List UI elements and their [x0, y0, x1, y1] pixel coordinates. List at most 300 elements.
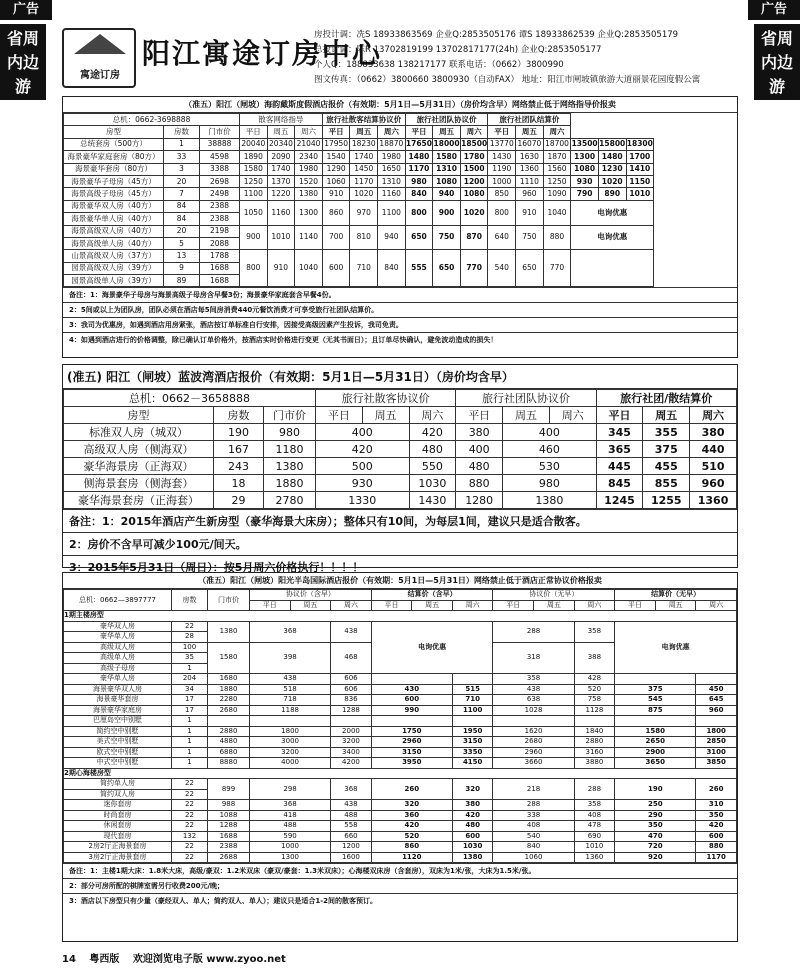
table-cell: 1620: [493, 726, 574, 737]
table-cell: 2880: [208, 726, 250, 737]
table-cell: 840: [405, 188, 433, 200]
table-cell: 720: [615, 842, 696, 853]
table-cell: 1380: [264, 458, 316, 475]
table-cell: 840: [378, 250, 406, 287]
day-header: 周六: [409, 407, 456, 424]
table-cell: 海景豪华双人房（40方）: [64, 200, 164, 212]
day-header: 周六: [460, 126, 488, 138]
table-cell: 1980: [295, 163, 323, 175]
footer-slogan: 欢迎浏览电子版 www.zyoo.net: [132, 954, 286, 965]
table-cell: 388: [574, 642, 615, 674]
table-cell: 2688: [208, 852, 250, 863]
brand-title: 阳江寓途订房中心: [142, 37, 383, 70]
table-cell: 550: [409, 458, 456, 475]
table-cell: 18230: [350, 138, 378, 150]
note: 2：5间或以上为团队房，团队必须在酒店每5间房消费440元餐饮消费才可享受旅行社团队结算价。: [63, 302, 737, 317]
table-cell: 2088: [200, 237, 240, 249]
table-cell: 1080: [571, 163, 599, 175]
table-cell: 1880: [264, 475, 316, 492]
table-cell: 710: [452, 695, 493, 706]
table-cell: 1788: [200, 250, 240, 262]
table-cell: 718: [250, 695, 331, 706]
ad-label-left: 广告: [0, 0, 52, 20]
table-cell: 836: [331, 695, 372, 706]
table-cell: 4000: [250, 758, 331, 769]
table-cell: 海景高级双人房（40方）: [64, 225, 164, 237]
table-cell: 132: [172, 831, 208, 842]
table-cell: 380: [452, 800, 493, 811]
table-cell: 1100: [240, 188, 268, 200]
table-cell: 2650: [615, 737, 696, 748]
table-cell: 600: [322, 250, 350, 287]
table-cell: 1120: [371, 852, 452, 863]
house-icon: [74, 34, 126, 54]
table-cell: 365: [596, 441, 643, 458]
table-cell: 时尚套房: [64, 810, 172, 821]
table-row: [64, 705, 737, 716]
table-cell: 简约空中别墅: [64, 726, 172, 737]
table-cell: 欧式空中别墅: [64, 747, 172, 758]
table-cell: 710: [350, 250, 378, 287]
day-header: 平日: [405, 126, 433, 138]
table-cell: 1080: [460, 188, 488, 200]
table-row: [64, 225, 737, 237]
table-cell: 375: [643, 441, 690, 458]
table-cell: 1100: [378, 200, 406, 225]
table-row: [64, 800, 737, 811]
table-cell: 638: [493, 695, 574, 706]
day-header: 周五: [516, 126, 544, 138]
table-cell: 988: [208, 800, 250, 811]
table-cell: 豪华海景房（正海双）: [64, 458, 214, 475]
day-header: 周五: [350, 126, 378, 138]
table-cell: 358: [574, 621, 615, 642]
table-row: [64, 758, 737, 769]
table-cell: 简约单人房: [64, 779, 172, 790]
side-banner-left: 省周内边游: [0, 24, 46, 100]
table-cell: 1020: [460, 200, 488, 225]
table-cell: 455: [643, 458, 690, 475]
table-cell: 850: [488, 188, 516, 200]
table-cell: 288: [493, 800, 574, 811]
price-table: [63, 113, 737, 287]
table-cell: 338: [493, 810, 574, 821]
table-cell: 910: [516, 200, 544, 225]
table-cell: 4150: [452, 758, 493, 769]
table-cell: 398: [250, 642, 331, 674]
column-group: 旅行社团队结算价: [488, 114, 571, 126]
table-cell: 545: [615, 695, 696, 706]
table-cell: 900: [240, 225, 268, 250]
table-cell: 1300: [295, 200, 323, 225]
day-header: 周六: [574, 600, 615, 611]
column-group: 旅行社团队协议价: [456, 390, 596, 407]
logo: [62, 28, 136, 88]
table-row: [64, 151, 737, 163]
table-cell: 260: [371, 779, 452, 800]
page-header: [62, 22, 738, 90]
contact-info: 房投计调：冼S 18933863569 企业Q:2853505176 谭S 18933862539 企业Q:2853505179 总投计调：陈R 13702819199 13702817177(24h) 企业Q:2853505177 个人Q：188833638 138217177 联系电话：（0662）3800990 图文传真：（0662）3800660 3800930（自动FAX） 地址：阳江市闸坡镇旅游大道丽景花园度假公寓: [314, 30, 701, 85]
table-cell: 1230: [598, 163, 626, 175]
table-cell: 20: [164, 225, 200, 237]
table-cell: 17950: [322, 138, 350, 150]
table-cell: 440: [690, 441, 737, 458]
table-cell: 1128: [574, 705, 615, 716]
note: 3：我司为优惠房，如遇到酒店用房紧张，酒店按订单标准自行安排，因接受高级因素产生投诉，我司免责。: [63, 317, 737, 332]
table-cell: 1370: [267, 175, 295, 187]
table-cell: 1288: [331, 705, 372, 716]
table-cell: 13: [164, 250, 200, 262]
table-cell: 1255: [643, 492, 690, 509]
table-cell: 1480: [598, 151, 626, 163]
table-cell: 18000: [433, 138, 461, 150]
table-cell: 1010: [267, 225, 295, 250]
enquiry-note: 电询优惠: [371, 621, 493, 674]
table-cell: 530: [503, 458, 597, 475]
switchboard: 总机：0662—3897777: [64, 590, 172, 611]
table-cell: 13770: [488, 138, 516, 150]
table-cell: [371, 674, 452, 685]
table-cell: 358: [574, 800, 615, 811]
table-cell: 山景高级双人房（37方）: [64, 250, 164, 262]
table-cell: 3房2厅正海景套房: [64, 852, 172, 863]
table-cell: 288: [493, 621, 574, 642]
table-cell: 17: [172, 705, 208, 716]
table-cell: 438: [331, 800, 372, 811]
note: 3：酒店以下房型只有少量（豪经双人、单人；简约双人、单人）；建议只是适合1-2间的散客预订。: [63, 893, 737, 908]
table-cell: 3400: [331, 747, 372, 758]
table-cell: 558: [331, 821, 372, 832]
table-cell: 1: [164, 138, 200, 150]
table-cell: 600: [371, 695, 452, 706]
column-group: 旅行社散客协议价: [316, 390, 456, 407]
table-cell: 3950: [371, 758, 452, 769]
table-cell: 488: [331, 810, 372, 821]
table-cell: 35: [172, 653, 208, 664]
table-cell: 侧海景套房（侧海套）: [64, 475, 214, 492]
edition: 粤西版: [89, 954, 120, 965]
table-row: [64, 684, 737, 695]
table-cell: 18870: [378, 138, 406, 150]
table-cell: 350: [615, 821, 696, 832]
table-cell: 960: [696, 705, 737, 716]
table-cell: 2900: [615, 747, 696, 758]
table-cell: 1360: [516, 163, 544, 175]
table-cell: 1300: [250, 852, 331, 863]
table-cell: 243: [214, 458, 264, 475]
table-cell: 18500: [460, 138, 488, 150]
table-cell: 438: [493, 684, 574, 695]
table-cell: 515: [452, 684, 493, 695]
table-cell: 3200: [331, 737, 372, 748]
table-cell: 345: [596, 424, 643, 441]
table-cell: 1450: [350, 163, 378, 175]
table-cell: [250, 716, 331, 727]
table-cell: 5: [164, 237, 200, 249]
column-group: 旅行社团队协议价: [405, 114, 488, 126]
table-cell: 1430: [488, 151, 516, 163]
table-cell: 22: [172, 842, 208, 853]
table-cell: 1800: [696, 726, 737, 737]
day-header: 平日: [250, 600, 291, 611]
table-cell: 940: [378, 225, 406, 250]
table-cell: 1110: [516, 175, 544, 187]
table-cell: 1160: [267, 200, 295, 225]
table-cell: 1330: [316, 492, 410, 509]
day-header: 周六: [696, 600, 737, 611]
day-header: 平日: [596, 407, 643, 424]
table-cell: 480: [452, 821, 493, 832]
table-cell: 84: [164, 213, 200, 225]
table-cell: 1380: [295, 188, 323, 200]
column-header: 房数: [214, 407, 264, 424]
table-cell: 310: [696, 800, 737, 811]
table-cell: 940: [433, 188, 461, 200]
table-cell: 84: [164, 200, 200, 212]
price-table: [63, 389, 737, 509]
table-cell: 2498: [200, 188, 240, 200]
table-cell: 408: [493, 821, 574, 832]
table-cell: 190: [214, 424, 264, 441]
table-row: [64, 163, 737, 175]
table-cell: 园景高级双人房（39方）: [64, 262, 164, 274]
table-cell: 20: [164, 175, 200, 187]
table-cell: 1180: [264, 441, 316, 458]
table-cell: 500: [316, 458, 410, 475]
table-cell: 1688: [208, 831, 250, 842]
table-cell: [452, 716, 493, 727]
table-cell: 518: [250, 684, 331, 695]
column-group: 结算价（含早）: [371, 590, 493, 601]
day-header: 周六: [690, 407, 737, 424]
table-cell: 3100: [696, 747, 737, 758]
table-cell: 简约双人房: [64, 789, 172, 800]
table-cell: 现代套房: [64, 831, 172, 842]
day-header: 平日: [493, 600, 534, 611]
table-cell: 355: [643, 424, 690, 441]
table-cell: 1480: [405, 151, 433, 163]
table-cell: 34: [172, 684, 208, 695]
table-cell: 2388: [200, 200, 240, 212]
header-row: [64, 390, 737, 407]
table-cell: 204: [172, 674, 208, 685]
note: 备注：1：主楼1期大床：1.8米大床，高级/豪双：1.2米双床（豪双/豪套：1.3米双床）；心海楼双床房（含套房），双床为1米/张，大床为1.5米/张。: [63, 863, 737, 878]
table-row: [64, 621, 737, 632]
table-cell: 3200: [250, 747, 331, 758]
day-header: 周五: [433, 126, 461, 138]
table-cell: 790: [571, 188, 599, 200]
table-cell: 1580: [240, 163, 268, 175]
table-cell: 1020: [598, 175, 626, 187]
table-cell: 1840: [574, 726, 615, 737]
table-cell: 770: [543, 250, 571, 287]
table-cell: 318: [493, 642, 574, 674]
table-cell: 1380: [208, 621, 250, 642]
day-header: 平日: [240, 126, 268, 138]
table-cell: 1250: [543, 175, 571, 187]
table-cell: 7: [164, 188, 200, 200]
table-cell: 28: [172, 632, 208, 643]
table-cell: 4200: [331, 758, 372, 769]
table-cell: 1090: [543, 188, 571, 200]
table-cell: 910: [267, 250, 295, 287]
table-cell: 美式空中别墅: [64, 737, 172, 748]
day-header: 平日: [488, 126, 516, 138]
table-cell: 18: [214, 475, 264, 492]
table-cell: 880: [543, 225, 571, 250]
column-header: 门市价: [200, 126, 240, 138]
table-cell: 980: [264, 424, 316, 441]
table-cell: 520: [371, 831, 452, 842]
table-row: [64, 779, 737, 790]
table-cell: 3850: [696, 758, 737, 769]
table-cell: 1310: [433, 163, 461, 175]
table-cell: [696, 674, 737, 685]
table-cell: 1060: [322, 175, 350, 187]
table-cell: 2698: [200, 175, 240, 187]
table-cell: 3350: [452, 747, 493, 758]
table-cell: 420: [409, 424, 456, 441]
table-cell: 855: [643, 475, 690, 492]
switchboard: 总机：0662－3658888: [64, 390, 316, 407]
day-header: 周五: [534, 600, 575, 611]
table-cell: 1580: [615, 726, 696, 737]
table-cell: 910: [322, 188, 350, 200]
table-cell: 880: [456, 475, 503, 492]
enquiry-note: 电询优惠: [571, 200, 654, 225]
table-cell: 1688: [200, 262, 240, 274]
table-cell: 2280: [208, 695, 250, 706]
day-header: 周六: [295, 126, 323, 138]
table-cell: 428: [574, 674, 615, 685]
table-cell: 1088: [208, 810, 250, 821]
table-cell: 22: [172, 621, 208, 632]
table-cell: 980: [405, 175, 433, 187]
note: 2：部分可房所配的棋牌室需另行收费200元/晚；: [63, 878, 737, 893]
table-cell: 6880: [208, 747, 250, 758]
table-cell: [208, 716, 250, 727]
table-cell: 320: [371, 800, 452, 811]
day-header: 周五: [643, 407, 690, 424]
table-cell: 430: [371, 684, 452, 695]
table-cell: 18300: [626, 138, 654, 150]
table-cell: 930: [571, 175, 599, 187]
table-cell: 1000: [488, 175, 516, 187]
day-header: 周五: [290, 600, 331, 611]
table-cell: 3000: [250, 737, 331, 748]
table-cell: 1380: [503, 492, 597, 509]
table-cell: 650: [516, 250, 544, 287]
table-cell: 16070: [516, 138, 544, 150]
table-cell: 3160: [574, 747, 615, 758]
table-cell: 1580: [433, 151, 461, 163]
table-title: (准五) 阳江（闸坡）蓝波湾酒店报价（有效期：5月1日—5月31日）（房价均含早）: [63, 365, 737, 389]
enquiry-note: 电询优惠: [571, 225, 654, 250]
table-cell: 38888: [200, 138, 240, 150]
column-header: 房数: [172, 590, 208, 611]
table-cell: 190: [615, 779, 696, 800]
table-cell: 645: [696, 695, 737, 706]
table-cell: 899: [208, 779, 250, 800]
table-cell: 650: [433, 250, 461, 287]
table-cell: 288: [574, 779, 615, 800]
table-cell: 1245: [596, 492, 643, 509]
header-row: [64, 114, 737, 126]
day-header: 平日: [615, 600, 656, 611]
table-cell: 960: [690, 475, 737, 492]
table-cell: 1950: [452, 726, 493, 737]
section-row: [64, 611, 737, 622]
table-cell: 400: [316, 424, 410, 441]
table-cell: 1200: [460, 175, 488, 187]
table-cell: 1050: [240, 200, 268, 225]
section-label: 2期心海楼房型: [64, 768, 737, 779]
table-cell: 360: [371, 810, 452, 821]
table-cell: 750: [516, 225, 544, 250]
table-cell: [615, 716, 696, 727]
table-cell: 园景高级单人房（39方）: [64, 275, 164, 287]
table-cell: 1740: [350, 151, 378, 163]
day-header: 平日: [316, 407, 363, 424]
header-row: [64, 126, 737, 138]
column-header: 门市价: [264, 407, 316, 424]
table-cell: 1280: [456, 492, 503, 509]
table-cell: 1000: [250, 842, 331, 853]
table-cell: 1: [172, 726, 208, 737]
table-cell: 21040: [295, 138, 323, 150]
table-cell: 3150: [452, 737, 493, 748]
table-cell: 488: [250, 821, 331, 832]
table-cell: 1360: [690, 492, 737, 509]
table-cell: 555: [405, 250, 433, 287]
table-cell: [574, 716, 615, 727]
column-group: 协议价（含早）: [250, 590, 372, 601]
enquiry-note: 电询优惠: [615, 621, 737, 674]
table-row: [64, 747, 737, 758]
table-cell: [452, 674, 493, 685]
table-row: [64, 842, 737, 853]
table-cell: 1060: [493, 852, 574, 863]
table-cell: 438: [250, 674, 331, 685]
price-table: [63, 589, 737, 863]
day-header: 周五: [412, 600, 453, 611]
table-cell: 1430: [409, 492, 456, 509]
table-cell: 2960: [493, 747, 574, 758]
table-cell: 3880: [574, 758, 615, 769]
table-cell: 408: [574, 810, 615, 821]
table-cell: 18700: [543, 138, 571, 150]
table-cell: 1: [172, 758, 208, 769]
section-row: [64, 768, 737, 779]
day-header: 平日: [371, 600, 412, 611]
table-cell: 1: [172, 716, 208, 727]
table-cell: 休闲套房: [64, 821, 172, 832]
table-cell: 1150: [626, 175, 654, 187]
table-cell: 1520: [295, 175, 323, 187]
table-cell: 900: [433, 200, 461, 225]
table-cell: 368: [331, 779, 372, 800]
table-cell: 800: [488, 200, 516, 225]
table-cell: 600: [696, 831, 737, 842]
table-cell: 1030: [452, 842, 493, 853]
table-cell: 1500: [460, 163, 488, 175]
table-cell: 巴厘岛空中别墅: [64, 716, 172, 727]
table-cell: 480: [409, 441, 456, 458]
table-cell: 520: [574, 684, 615, 695]
table-cell: 960: [516, 188, 544, 200]
table-cell: 4598: [200, 151, 240, 163]
table-cell: 29: [214, 492, 264, 509]
